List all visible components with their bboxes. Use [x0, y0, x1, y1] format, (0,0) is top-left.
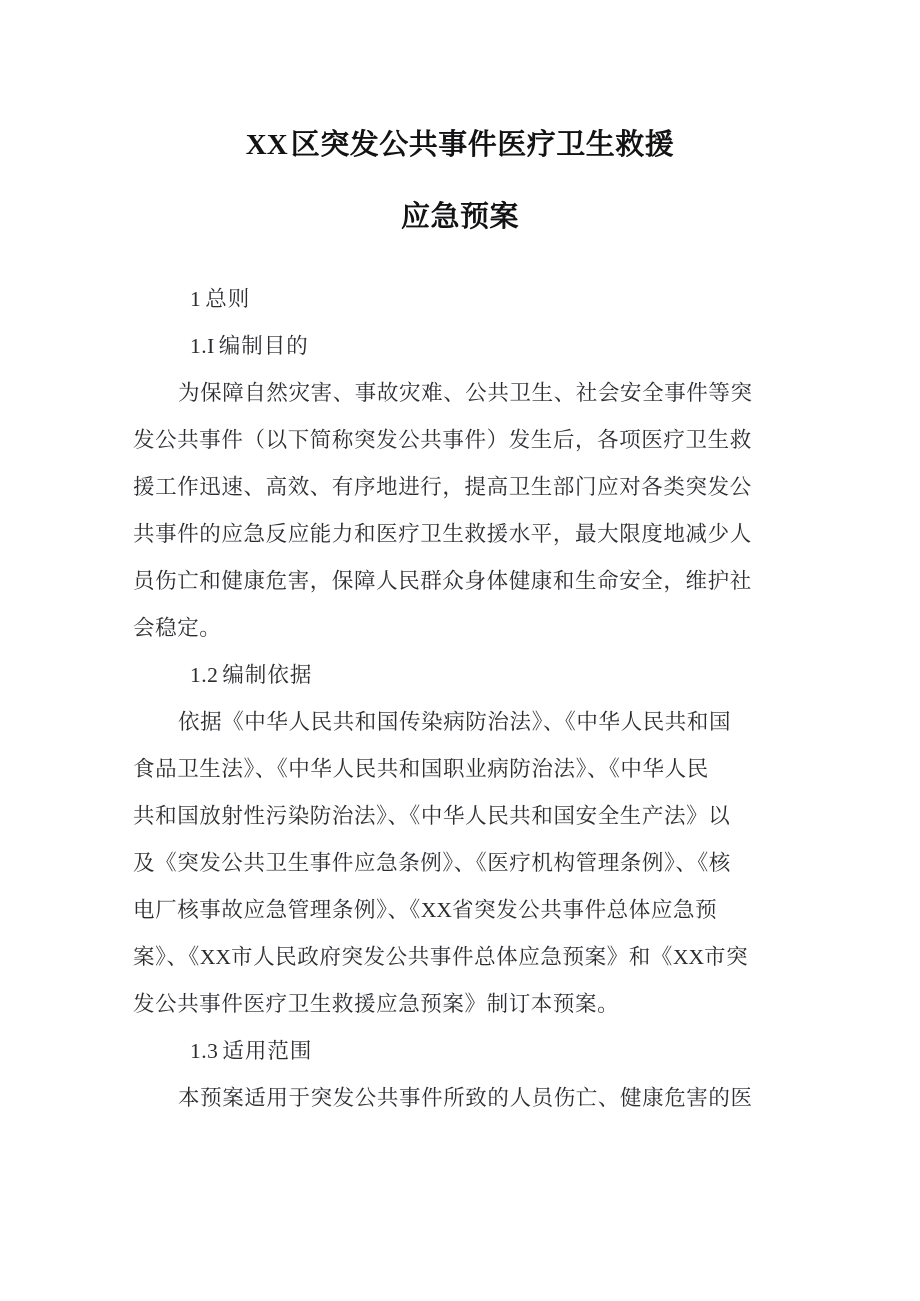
- section-heading-text: 适用范围: [222, 1039, 313, 1064]
- document-body: [0, 231, 920, 1135]
- section-number: 1: [190, 287, 202, 311]
- section-number: 1.I: [190, 334, 215, 358]
- page-title-line-1: [0, 0, 920, 160]
- paragraph-line: 援工作迅速、高效、有序地进行，提高卫生部门应对各类突发公: [133, 475, 752, 500]
- paragraph-line: 及《突发公共卫生事件应急条例》、《医疗机构管理条例》、《核: [133, 851, 731, 876]
- section-heading: [0, 665, 920, 712]
- section-heading-text: 编制依据: [222, 663, 313, 688]
- paragraph-line: 共事件的应急反应能力和医疗卫生救援水平，最大限度地减少人: [133, 522, 752, 547]
- section-heading-text: 编制目的: [218, 334, 309, 359]
- section-heading: [0, 336, 920, 383]
- page-title-text: 区突发公共事件医疗卫生救援: [290, 127, 675, 161]
- placeholder-token: XX: [420, 898, 452, 922]
- paragraph-line: 电厂核事故应急管理条例》、《XX省突发公共事件总体应急预: [133, 898, 718, 923]
- paragraph-first-line: 为保障自然灾害、事故灾难、公共卫生、社会安全事件等突: [178, 381, 753, 406]
- section-number: 1.3: [190, 1039, 219, 1063]
- paragraph-line: 会稳定。: [133, 616, 222, 641]
- paragraph-line: 共和国放射性污染防治法》、《中华人民共和国安全生产法》以: [133, 804, 731, 829]
- paragraph-first-line: 依据《中华人民共和国传染病防治法》、《中华人民共和国: [178, 710, 732, 735]
- paragraph-line: 发公共事件医疗卫生救援应急预案》制订本预案。: [133, 992, 620, 1017]
- page-title-line-2: [0, 160, 920, 231]
- paragraph-line: 食品卫生法》、《中华人民共和国职业病防治法》、《中华人民: [133, 757, 709, 782]
- placeholder-token: XX: [672, 945, 705, 969]
- section-heading: [0, 289, 920, 336]
- paragraph-line: 员伤亡和健康危害，保障人民群众身体健康和生命安全，维护社: [133, 569, 752, 594]
- paragraph-line: 案》、《XX市人民政府突发公共事件总体应急预案》和《XX市突: [133, 945, 749, 970]
- paragraph-first-line: 本预案适用于突发公共事件所致的人员伤亡、健康危害的医: [178, 1086, 753, 1111]
- page-subtitle-text: 应急预案: [400, 199, 519, 233]
- section-number: 1.2: [190, 663, 219, 687]
- page-title-latin-prefix: XX: [245, 129, 288, 161]
- section-heading: [0, 1041, 920, 1088]
- placeholder-token: XX: [199, 945, 231, 969]
- section-heading-text: 总则: [205, 287, 251, 312]
- paragraph-line: 发公共事件（以下简称突发公共事件）发生后，各项医疗卫生救: [133, 428, 752, 453]
